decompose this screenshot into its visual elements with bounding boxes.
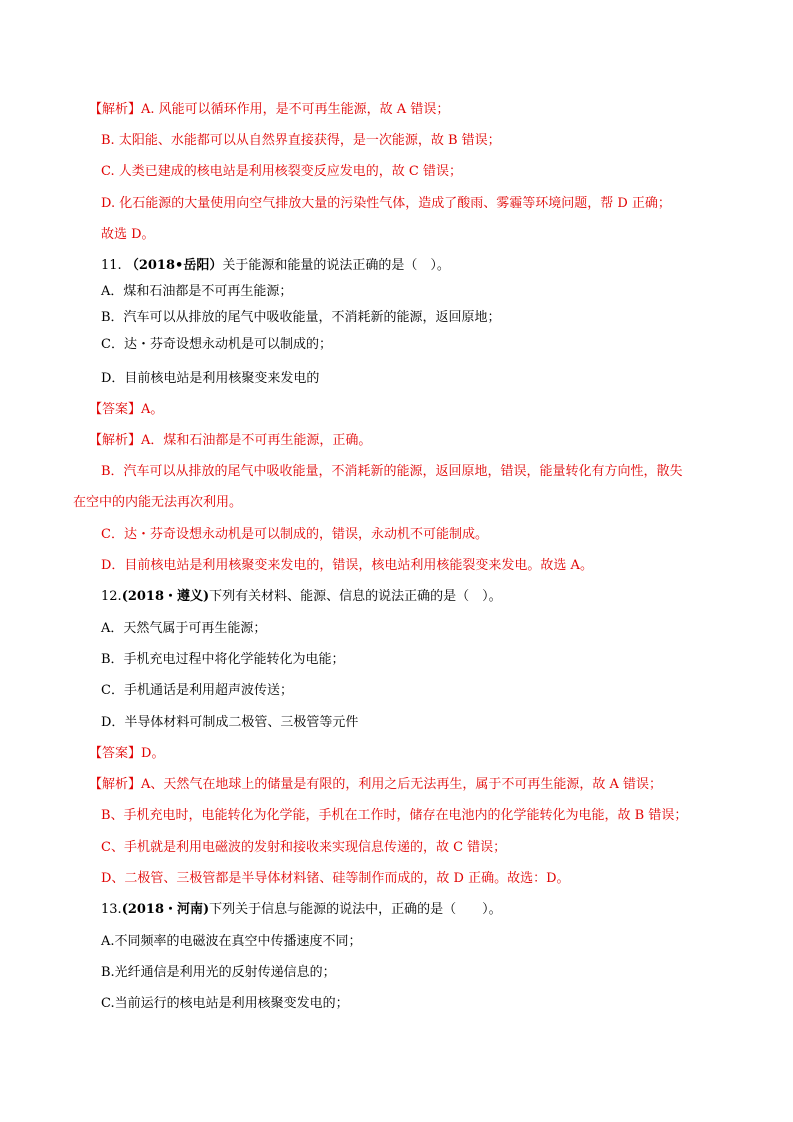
question-11-option-b: B．汽车可以从排放的尾气中吸收能量，不消耗新的能源，返回原地； [101,310,501,325]
question-text: 下列有关材料、能源、信息的说法正确的是（ ）。 [209,589,502,604]
explanation-text: A．煤和石油都是不可再生能源，正确。 [141,433,372,448]
explanation-line-c: C. 人类已建成的核电站是利用核裂变反应发电的，故 C 错误； [101,164,462,179]
question-11-option-c: C．达・芬奇设想永动机是可以制成的； [101,337,332,352]
question-source: （2018•岳阳） [125,258,223,273]
question-12-answer [89,745,164,763]
answer-value: A。 [141,402,164,417]
answer-tag: 【答案】 [89,746,142,761]
question-12-option-c: C．手机通话是利用超声波传送； [101,683,293,698]
question-11-explanation-b-cont: 在空中的内能无法再次利用。 [73,495,243,510]
explanation-tag: 【解析】 [89,102,142,117]
explanation-text: A. 风能可以循环作用，是不可再生能源，故 A 错误； [141,102,450,117]
question-11-answer [89,401,163,419]
question-12-explanation-b: B、手机充电时，电能转化为化学能，手机在工作时，储存在电池内的化学能转化为电能，故 B 错误； [101,808,688,823]
question-12-option-d: D．半导体材料可制成二极管、三极管等元件 [101,715,359,730]
question-13-option-a: A.不同频率的电磁波在真空中传播速度不同； [101,934,362,949]
question-12-option-a: A．天然气属于可再生能源； [101,621,267,636]
question-12-explanation-d: D、二极管、三极管都是半导体材料锗、硅等制作而成的，故 D 正确。故选：D。 [101,871,570,886]
question-11-explanation-b: B．汽车可以从排放的尾气中吸收能量，不消耗新的能源，返回原地，错误，能量转化有方向性，散失 [101,464,683,479]
question-number: 12. [101,589,122,604]
question-source: (2018・遵义) [121,589,210,604]
question-13-option-c: C.当前运行的核电站是利用核聚变发电的； [101,996,349,1011]
question-text: 关于能源和能量的说法正确的是（ ）。 [222,258,450,273]
question-number: 13. [101,902,122,917]
question-11-explanation-a [89,432,371,450]
question-12-stem [101,588,502,606]
explanation-tag: 【解析】 [89,433,142,448]
question-12-explanation-a [89,776,662,794]
question-11-stem [101,257,450,275]
question-11-option-d: D．目前核电站是利用核聚变来发电的 [101,371,320,386]
explanation-line-b: B. 太阳能、水能都可以从自然界直接获得，是一次能源，故 B 错误； [101,133,501,148]
question-11-explanation-c: C．达・芬奇设想永动机是可以制成的，错误，永动机不可能制成。 [101,527,488,542]
question-13-option-b: B.光纤通信是利用光的反射传递信息的； [101,965,336,980]
explanation-text: A、天然气在地球上的储量是有限的，利用之后无法再生，属于不可再生能源，故 A 错误； [141,777,663,792]
question-text: 下列关于信息与能源的说法中，正确的是（ ）。 [209,902,502,917]
answer-tag: 【答案】 [89,402,142,417]
question-11-explanation-d: D．目前核电站是利用核聚变来发电的，错误，核电站利用核能裂变来发电。故选 A。 [101,558,593,573]
question-12-option-b: B．手机充电过程中将化学能转化为电能； [101,652,345,667]
question-source: (2018・河南) [121,902,210,917]
explanation-conclusion: 故选 D。 [101,227,155,242]
question-13-stem [101,901,502,919]
explanation-line-a [89,101,449,119]
answer-value: D。 [141,746,165,761]
explanation-tag: 【解析】 [89,777,142,792]
explanation-line-d: D. 化石能源的大量使用向空气排放大量的污染性气体，造成了酸雨、雾霾等环境问题，帮 D 正确； [101,196,671,211]
question-12-explanation-c: C、手机就是利用电磁波的发射和接收来实现信息传递的，故 C 错误； [101,840,507,855]
question-11-option-a: A．煤和石油都是不可再生能源； [101,284,293,299]
question-number: 11. [101,258,122,273]
